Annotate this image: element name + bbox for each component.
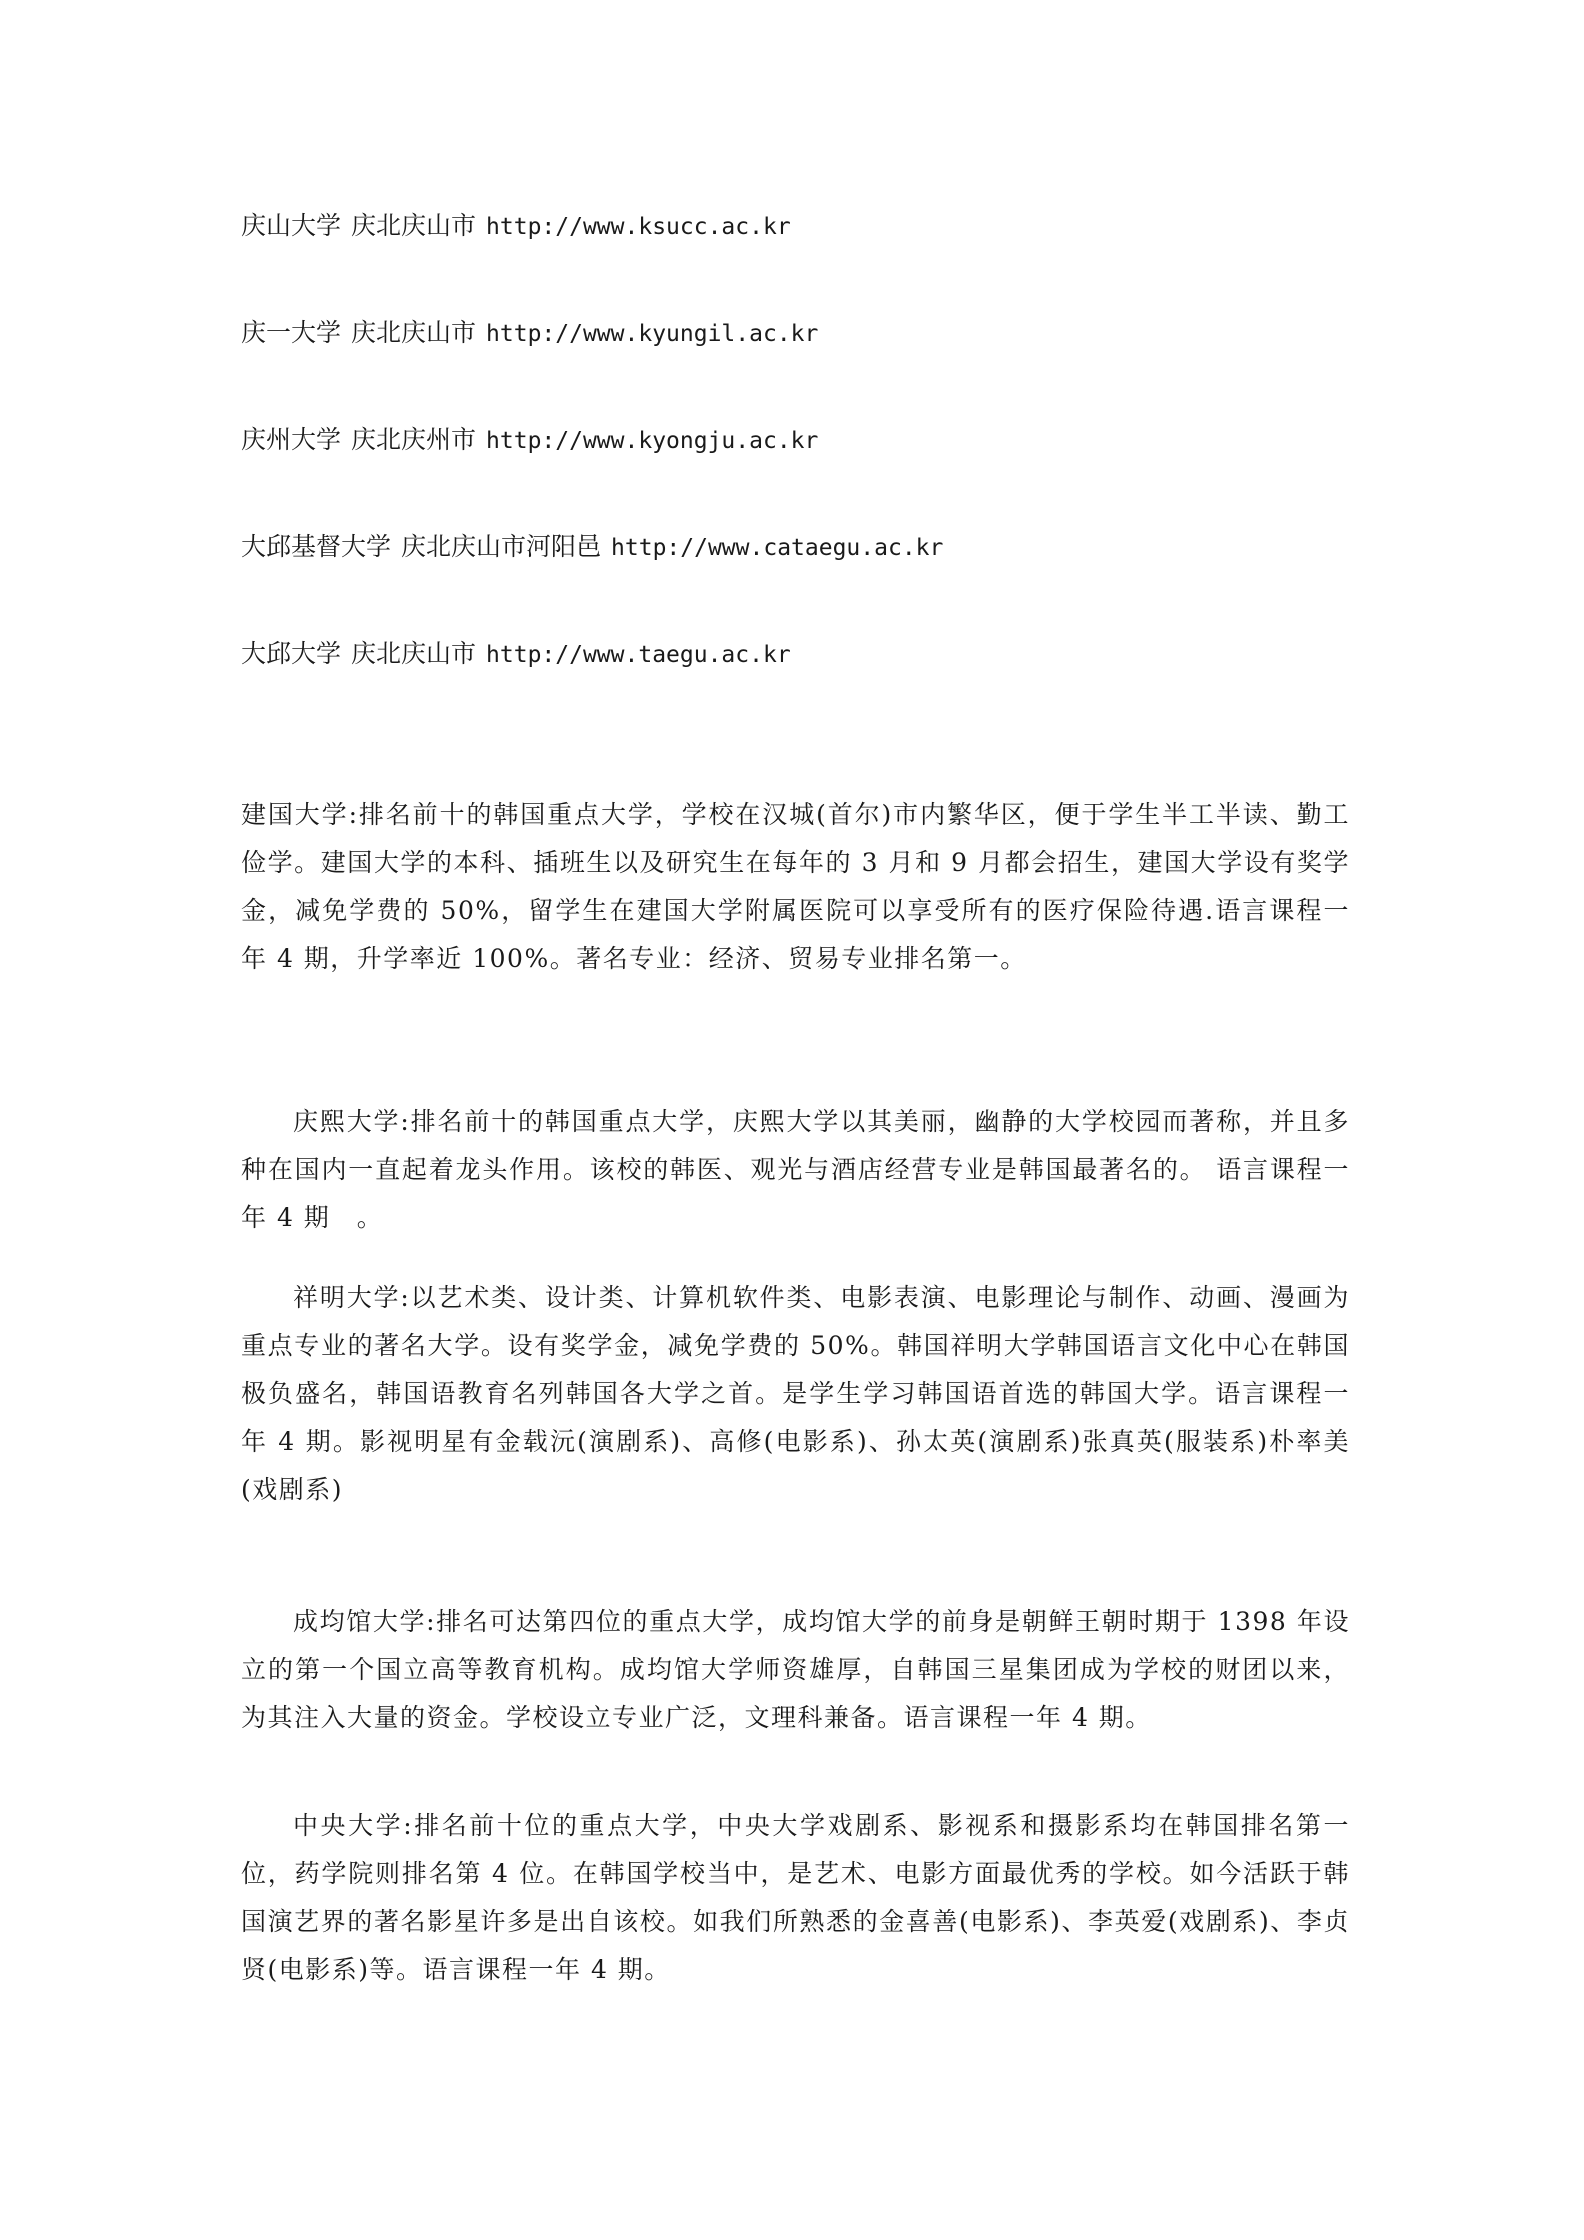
university-location: 庆北庆山市 bbox=[351, 639, 477, 668]
paragraph-sangmyung: 祥明大学:以艺术类、设计类、计算机软件类、电影表演、电影理论与制作、动画、漫画为重点专业的著名大学。设有奖学金，减免学费的 50%。韩国祥明大学韩国语言文化中心在韩国极负盛名，韩国语教育名列韩国各大学之首。是学生学习韩国语首选的韩国大学。语言课程一年 4 期。影视明星有金载沅(演剧系)、高修(电影系)、孙太英(演剧系)张真英(服装系)朴率美(戏剧系) bbox=[241, 1283, 1350, 1504]
paragraph-konkuk: 建国大学:排名前十的韩国重点大学，学校在汉城(首尔)市内繁华区，便于学生半工半读、勤工俭学。建国大学的本科、插班生以及研究生在每年的 3 月和 9 月都会招生，建国大学设有奖学金，减免学费的 50%，留学生在建国大学附属医院可以享受所有的医疗保险待遇.语言课程一年 4 期，升学率近 100%。著名专业：经济、贸易专业排名第一。 bbox=[241, 800, 1350, 973]
university-url: http://www.kyungil.ac.kr bbox=[486, 321, 819, 347]
list-item bbox=[241, 417, 1351, 524]
university-name: 庆山大学 bbox=[241, 211, 342, 240]
paragraph-chungang: 中央大学:排名前十位的重点大学，中央大学戏剧系、影视系和摄影系均在韩国排名第一位，药学院则排名第 4 位。在韩国学校当中，是艺术、电影方面最优秀的学校。如今活跃于韩国演艺界的著名影星许多是出自该校。如我们所熟悉的金喜善(电影系)、李英爱(戏剧系)、李贞贤(电影系)等。语言课程一年 4 期。 bbox=[241, 1811, 1350, 1984]
university-name: 大邱基督大学 bbox=[241, 532, 392, 561]
university-location: 庆北庆州市 bbox=[351, 425, 477, 454]
list-item bbox=[241, 310, 1351, 417]
list-item bbox=[241, 631, 1351, 738]
paragraph-sungkyunkwan: 成均馆大学:排名可达第四位的重点大学，成均馆大学的前身是朝鲜王朝时期于 1398 年设立的第一个国立高等教育机构。成均馆大学师资雄厚，自韩国三星集团成为学校的财团以来，为其注入大量的资金。学校设立专业广泛，文理科兼备。语言课程一年 4 期。 bbox=[241, 1607, 1350, 1732]
university-name: 大邱大学 bbox=[241, 639, 342, 668]
university-url: http://www.kyongju.ac.kr bbox=[486, 428, 819, 454]
university-name: 庆一大学 bbox=[241, 318, 342, 347]
list-item bbox=[241, 524, 1351, 631]
university-list bbox=[241, 203, 1351, 738]
university-location: 庆北庆山市 bbox=[351, 318, 477, 347]
university-name: 庆州大学 bbox=[241, 425, 342, 454]
university-url: http://www.taegu.ac.kr bbox=[486, 642, 791, 668]
paragraph-kyunghee: 庆熙大学:排名前十的韩国重点大学，庆熙大学以其美丽，幽静的大学校园而著称，并且多种在国内一直起着龙头作用。该校的韩医、观光与酒店经营专业是韩国最著名的。 语言课程一年 4 期 。 bbox=[241, 1107, 1350, 1232]
university-url: http://www.cataegu.ac.kr bbox=[611, 535, 944, 561]
list-item bbox=[241, 203, 1351, 310]
university-location: 庆北庆山市 bbox=[351, 211, 477, 240]
university-url: http://www.ksucc.ac.kr bbox=[486, 214, 791, 240]
university-location: 庆北庆山市河阳邑 bbox=[401, 532, 602, 561]
